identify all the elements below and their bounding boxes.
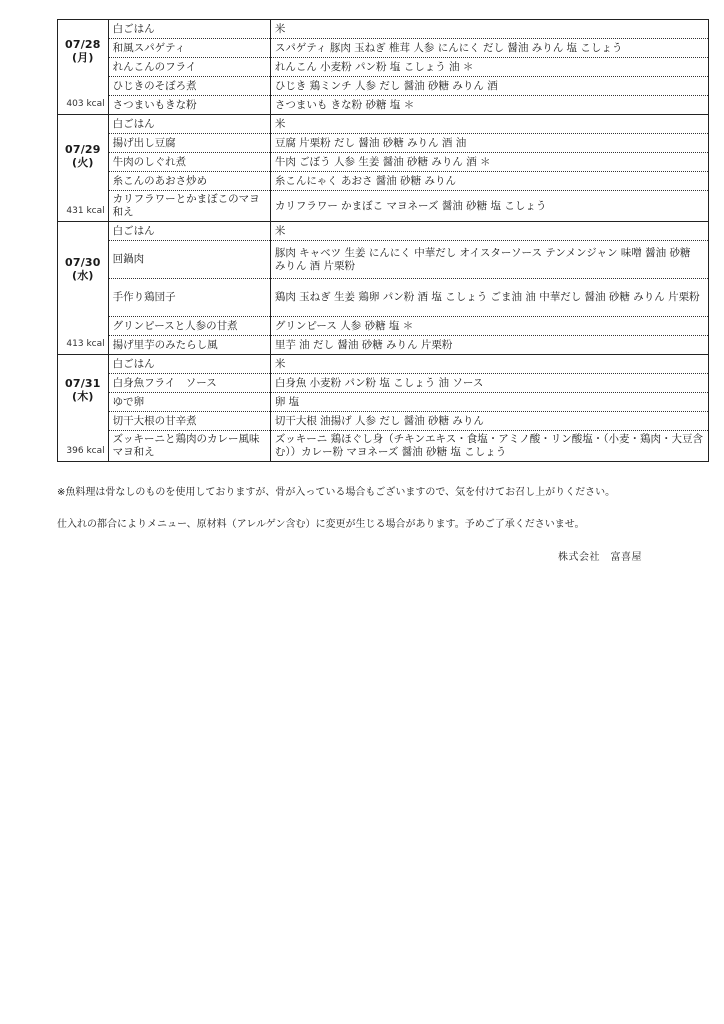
ingredients: 白身魚 小麦粉 パン粉 塩 こしょう 油 ソース [270,374,708,393]
menu-row [58,77,709,96]
day-cell [58,355,109,462]
dish-name: 白身魚フライ ソース [108,374,270,393]
menu-row [58,58,709,77]
dish-name: 手作り鶏団子 [108,279,270,317]
dish-name: さつまいもきな粉 [108,96,270,115]
ingredients: 米 [270,115,708,134]
menu-row [58,153,709,172]
date-label: 07/30 (水) [64,256,101,282]
dish-name: 白ごはん [108,20,270,39]
menu-row [58,172,709,191]
menu-row [58,374,709,393]
menu-row [58,393,709,412]
company-name: 株式会社 富喜屋 [558,552,642,563]
dish-name: 白ごはん [108,355,270,374]
menu-row [58,279,709,317]
menu-table [57,19,709,462]
ingredients: 卵 塩 [270,393,708,412]
menu-row [58,96,709,115]
ingredients: 米 [270,20,708,39]
dish-name: 白ごはん [108,115,270,134]
dish-name: 揚げ里芋のみたらし風 [108,336,270,355]
menu-row [58,355,709,374]
dish-name: 揚げ出し豆腐 [108,134,270,153]
day-cell [58,222,109,355]
ingredients: 豆腐 片栗粉 だし 醤油 砂糖 みりん 酒 油 [270,134,708,153]
day-cell [58,115,109,222]
ingredients: グリンピース 人参 砂糖 塩 ＊ [270,317,708,336]
date-label: 07/28 (月) [64,38,101,64]
dish-name: グリンピースと人参の甘煮 [108,317,270,336]
menu-row [58,191,709,222]
dish-name: 糸こんのあおさ炒め [108,172,270,191]
ingredients: ひじき 鶏ミンチ 人参 だし 醤油 砂糖 みりん 酒 [270,77,708,96]
menu-row [58,412,709,431]
day-cell [58,20,109,115]
ingredients: 米 [270,222,708,241]
kcal-label: 396 kcal [66,446,105,456]
fish-note: ※魚料理は骨なしのものを使用しておりますが、骨が入っている場合もございますので、気を付けてお召し上がりください。 [57,487,616,498]
menu-row [58,317,709,336]
kcal-label: 403 kcal [66,99,105,109]
ingredients: ズッキーニ 鶏ほぐし身（チキンエキス・食塩・アミノ酸・リン酸塩・（小麦・鶏肉・大豆含む））カレー粉 マヨネーズ 醤油 砂糖 塩 こしょう [270,431,708,462]
menu-row [58,431,709,462]
dish-name: ズッキーニと鶏肉のカレー風味マヨ和え [108,431,270,462]
ingredients: 里芋 油 だし 醤油 砂糖 みりん 片栗粉 [270,336,708,355]
ingredients: 鶏肉 玉ねぎ 生姜 鶏卵 パン粉 酒 塩 こしょう ごま油 油 中華だし 醤油 砂糖 みりん 片栗粉 [270,279,708,317]
menu-row [58,241,709,279]
date-label: 07/31 (木) [64,377,101,403]
date-label: 07/29 (火) [64,143,101,169]
dish-name: 回鍋肉 [108,241,270,279]
kcal-label: 413 kcal [66,339,105,349]
menu-row [58,222,709,241]
ingredients: 牛肉 ごぼう 人参 生姜 醤油 砂糖 みりん 酒 ＊ [270,153,708,172]
menu-row [58,39,709,58]
dish-name: カリフラワーとかまぼこのマヨ和え [108,191,270,222]
ingredients: スパゲティ 豚肉 玉ねぎ 椎茸 人参 にんにく だし 醤油 みりん 塩 こしょう [270,39,708,58]
change-note: 仕入れの都合によりメニュー、原材料（アレルゲン含む）に変更が生じる場合があります。予めご了承くださいませ。 [57,519,585,530]
ingredients: 糸こんにゃく あおさ 醤油 砂糖 みりん [270,172,708,191]
ingredients: さつまいも きな粉 砂糖 塩 ＊ [270,96,708,115]
menu-row [58,134,709,153]
menu-row [58,115,709,134]
dish-name: れんこんのフライ [108,58,270,77]
menu-row [58,336,709,355]
dish-name: 牛肉のしぐれ煮 [108,153,270,172]
kcal-label: 431 kcal [66,206,105,216]
dish-name: 白ごはん [108,222,270,241]
dish-name: 切干大根の甘辛煮 [108,412,270,431]
ingredients: カリフラワー かまぼこ マヨネーズ 醤油 砂糖 塩 こしょう [270,191,708,222]
dish-name: 和風スパゲティ [108,39,270,58]
ingredients: れんこん 小麦粉 パン粉 塩 こしょう 油 ＊ [270,58,708,77]
dish-name: ひじきのそぼろ煮 [108,77,270,96]
dish-name: ゆで卵 [108,393,270,412]
ingredients: 米 [270,355,708,374]
ingredients: 切干大根 油揚げ 人参 だし 醤油 砂糖 みりん [270,412,708,431]
menu-row [58,20,709,39]
ingredients: 豚肉 キャベツ 生姜 にんにく 中華だし オイスターソース テンメンジャン 味噌 醤油 砂糖 みりん 酒 片栗粉 [270,241,708,279]
